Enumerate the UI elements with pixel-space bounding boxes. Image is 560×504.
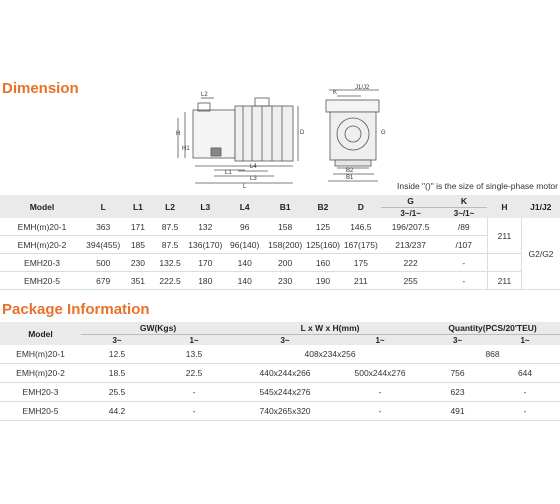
dim-header-L: L [84, 195, 122, 218]
table-row [0, 236, 560, 254]
cell-model: EMH(m)20-2 [0, 236, 84, 254]
cell-L1: 185 [122, 236, 153, 254]
cell-L4: 96(140) [224, 236, 265, 254]
cell-D: 175 [341, 254, 380, 272]
dim-header-K: K [441, 195, 488, 208]
cell-qty1: - [490, 383, 560, 402]
cell-gw1: - [153, 383, 235, 402]
dim-header-D: D [341, 195, 380, 218]
pkg-subheader-qty-3: 3~ [425, 335, 490, 346]
cell-H: 211 [487, 218, 521, 254]
dim-label-J: J1/J2 [355, 85, 370, 91]
dim-header-model: Model [0, 195, 84, 218]
dim-header-G: G [381, 195, 441, 208]
cell-L4: 96 [224, 218, 265, 236]
dim-header-H: H [487, 195, 521, 218]
cell-H: 211 [487, 272, 521, 290]
dim-label-B1: B1 [346, 175, 354, 181]
single-phase-note: Inside "()" is the size of single-phase motor [397, 181, 558, 191]
dim-label-K: K [333, 90, 338, 96]
dim-subheader-K: 3~/1~ [441, 208, 488, 219]
cell-B2: 160 [305, 254, 341, 272]
cell-qty3: 756 [425, 364, 490, 383]
table-row [0, 345, 560, 364]
cell-B1: 230 [265, 272, 304, 290]
cell-B2: 125(160) [305, 236, 341, 254]
dim-label-L: L [243, 184, 247, 190]
table-row [0, 402, 560, 421]
package-title: Package Information [2, 301, 150, 318]
cell-K: - [441, 254, 488, 272]
cell-qty3: 623 [425, 383, 490, 402]
cell-lwh3: 740x265x320 [235, 402, 335, 421]
cell-L4: 140 [224, 272, 265, 290]
table-row [0, 364, 560, 383]
pkg-header-model: Model [0, 322, 81, 345]
cell-gw3: 18.5 [81, 364, 153, 383]
cell-L2: 87.5 [153, 236, 186, 254]
cell-lwh1: 500x244x276 [335, 364, 425, 383]
pkg-subheader-lwh-3: 3~ [235, 335, 335, 346]
pkg-subheader-gw-1: 1~ [153, 335, 235, 346]
dim-label-H1: H1 [182, 146, 190, 152]
cell-model: EMH(m)20-1 [0, 345, 81, 364]
cell-gw3: 12.5 [81, 345, 153, 364]
cell-L2: 222.5 [153, 272, 186, 290]
cell-lwh1: - [335, 383, 425, 402]
cell-L1: 171 [122, 218, 153, 236]
dim-header-B1: B1 [265, 195, 304, 218]
cell-gw1: - [153, 402, 235, 421]
cell-D: 146.5 [341, 218, 380, 236]
cell-D: 167(175) [341, 236, 380, 254]
cell-model: EMH(m)20-2 [0, 364, 81, 383]
cell-L3: 132 [187, 218, 224, 236]
cell-gw3: 25.5 [81, 383, 153, 402]
cell-model: EMH20-5 [0, 272, 84, 290]
cell-model: EMH(m)20-1 [0, 218, 84, 236]
cell-model: EMH20-3 [0, 254, 84, 272]
package-table [0, 322, 560, 421]
dim-label-G: G [381, 130, 386, 136]
pkg-header-gw: GW(Kgs) [81, 322, 235, 335]
table-row [0, 272, 560, 290]
dimension-title: Dimension [2, 80, 79, 97]
dim-label-L2: L2 [201, 92, 208, 98]
cell-lwh1: - [335, 402, 425, 421]
cell-G: 196/207.5 [381, 218, 441, 236]
dim-header-J: J1/J2 [522, 195, 560, 218]
dim-label-L4: L4 [250, 164, 257, 170]
cell-qty1: - [490, 402, 560, 421]
cell-H [487, 254, 521, 272]
dim-header-L1: L1 [122, 195, 153, 218]
cell-L4: 140 [224, 254, 265, 272]
cell-L2: 132.5 [153, 254, 186, 272]
dim-header-L4: L4 [224, 195, 265, 218]
cell-B2: 125 [305, 218, 341, 236]
dimension-table [0, 195, 560, 290]
cell-model: EMH20-5 [0, 402, 81, 421]
cell-J: G2/G2 [522, 218, 560, 290]
cell-gw1: 13.5 [153, 345, 235, 364]
cell-L3: 136(170) [187, 236, 224, 254]
dim-subheader-G: 3~/1~ [381, 208, 441, 219]
cell-B2: 190 [305, 272, 341, 290]
dim-label-H: H [176, 131, 181, 137]
cell-gw1: 22.5 [153, 364, 235, 383]
pkg-header-lwh: L x W x H(mm) [235, 322, 425, 335]
dim-header-L2: L2 [153, 195, 186, 218]
dim-header-B2: B2 [305, 195, 341, 218]
pump-dimension-drawing [0, 0, 560, 195]
cell-G: 213/237 [381, 236, 441, 254]
dim-label-L1: L1 [225, 170, 232, 176]
cell-L1: 351 [122, 272, 153, 290]
pkg-subheader-qty-1: 1~ [490, 335, 560, 346]
cell-B1: 200 [265, 254, 304, 272]
cell-G: 255 [381, 272, 441, 290]
cell-L3: 170 [187, 254, 224, 272]
cell-L: 394(455) [84, 236, 122, 254]
cell-lwh: 408x234x256 [235, 345, 425, 364]
cell-B1: 158(200) [265, 236, 304, 254]
cell-L: 679 [84, 272, 122, 290]
cell-K: /107 [441, 236, 488, 254]
dim-header-L3: L3 [187, 195, 224, 218]
pump-side-view-drawing [178, 98, 298, 183]
cell-lwh3: 440x244x266 [235, 364, 335, 383]
cell-K: /89 [441, 218, 488, 236]
table-row [0, 218, 560, 236]
cell-L3: 180 [187, 272, 224, 290]
dim-label-B2: B2 [346, 168, 354, 174]
cell-L1: 230 [122, 254, 153, 272]
cell-qty3: 491 [425, 402, 490, 421]
cell-model: EMH20-3 [0, 383, 81, 402]
cell-L: 363 [84, 218, 122, 236]
table-row [0, 254, 560, 272]
cell-B1: 158 [265, 218, 304, 236]
cell-L2: 87.5 [153, 218, 186, 236]
cell-L: 500 [84, 254, 122, 272]
pkg-header-qty: Quantity(PCS/20'TEU) [425, 322, 560, 335]
cell-qty1: 644 [490, 364, 560, 383]
cell-G: 222 [381, 254, 441, 272]
pkg-subheader-gw-3: 3~ [81, 335, 153, 346]
cell-D: 211 [341, 272, 380, 290]
table-row [0, 383, 560, 402]
cell-lwh3: 545x244x276 [235, 383, 335, 402]
dim-label-D: D [300, 130, 305, 136]
dim-label-L3: L3 [250, 176, 257, 182]
cell-gw3: 44.2 [81, 402, 153, 421]
cell-K: - [441, 272, 488, 290]
pkg-subheader-lwh-1: 1~ [335, 335, 425, 346]
cell-qty: 868 [425, 345, 560, 364]
